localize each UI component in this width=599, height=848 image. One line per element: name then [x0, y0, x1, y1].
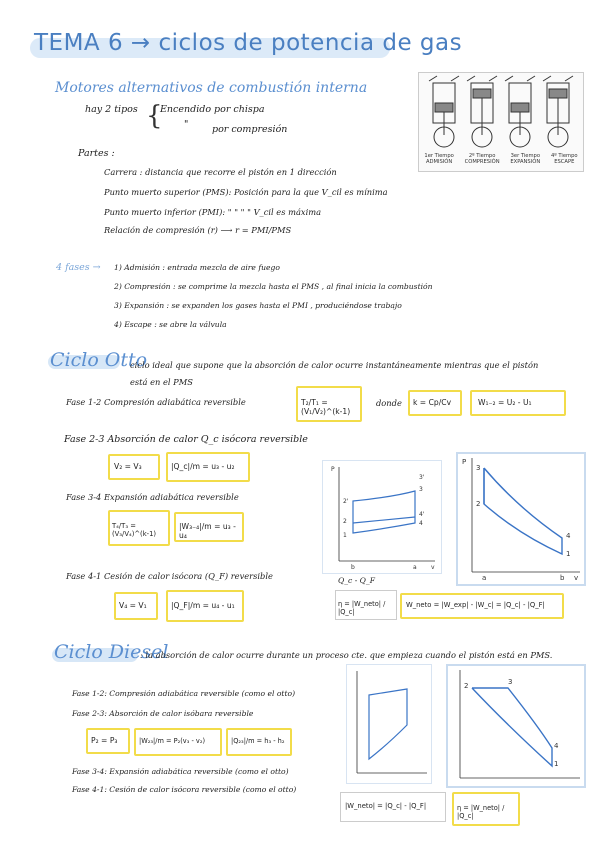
formula-box — [400, 593, 564, 619]
diesel-pv-diagram-1 — [346, 664, 432, 784]
parte-item: Carrera : distancia que recorre el pistón en 1 dirección — [104, 167, 337, 177]
formula: |W_neto| = |Q_c| - |Q_F| — [345, 802, 427, 810]
formula-box — [134, 728, 222, 756]
formula-box — [166, 452, 250, 482]
fases-label: 4 fases → — [56, 262, 101, 273]
otto-pv-svg-1 — [323, 461, 441, 573]
axis-label: a — [413, 564, 417, 571]
tipo-1: Encendido por chispa — [160, 104, 265, 115]
formula-box — [452, 792, 520, 826]
donde-label: donde — [376, 398, 402, 408]
formula: |Q₂₃|/m = h₃ - h₂ — [231, 737, 285, 745]
stroke-caption: 3er Tiempo EXPANSIÓN — [510, 153, 541, 165]
otto-description: está en el PMS — [130, 377, 193, 387]
formula: η = |W_neto| / |Q_c| — [457, 804, 505, 820]
otto-pv-diagram-1 — [322, 460, 442, 574]
formula: |W₂₃|/m = P₂(v₃ - v₂) — [139, 737, 206, 745]
pt-label: 1 — [343, 532, 347, 539]
ditto-mark: " — [184, 119, 189, 130]
pt-label: 2 — [476, 500, 481, 508]
formula-box — [86, 728, 130, 754]
formula-box — [108, 510, 170, 546]
formula: |W₃₋₄|/m = u₃ - u₄ — [179, 522, 236, 540]
formula: V₄ = V₁ — [119, 601, 147, 610]
diesel-pv-svg-1 — [347, 665, 431, 783]
otto-description: ciclo ideal que supone que la absorción de calor ocurre instantáneamente mientras que el pistón — [130, 360, 539, 370]
pt-label: 3' — [419, 474, 425, 481]
axis-label: a — [482, 574, 487, 582]
diesel-heading: Ciclo Diesel — [54, 641, 169, 663]
formula-box — [470, 390, 566, 416]
formula-box — [108, 454, 160, 480]
fase-item: 2) Compresión : se comprime la mezcla hasta el PMS , al final inicia la combustión — [114, 282, 433, 291]
otto-fase-12: Fase 1-2 Compresión adiabática reversible — [66, 397, 246, 407]
axis-label: v — [431, 564, 435, 571]
partes-label: Partes : — [78, 148, 115, 159]
eta-box — [335, 590, 397, 620]
section-heading-motores: Motores alternativos de combustión interna — [55, 80, 368, 96]
stroke-caption: 1er Tiempo ADMISIÓN — [424, 153, 454, 165]
formula: W_neto = |W_exp| - |W_c| = |Q_c| - |Q_F| — [406, 601, 545, 609]
parte-item: Relación de compresión (r) ⟶ r = PMI/PMS — [104, 225, 292, 235]
parte-item: Punto muerto inferior (PMI): " " " " V_cil es máxima — [104, 207, 322, 217]
axis-label: P — [331, 466, 335, 473]
axis-label: P — [462, 458, 467, 466]
diesel-fase-12: Fase 1-2: Compresión adiabática reversible (como el otto) — [72, 689, 296, 698]
formula-box — [114, 592, 158, 620]
pt-label: 4 — [419, 520, 423, 527]
otto-heading: Ciclo Otto — [50, 349, 148, 371]
diesel-description: : la absorción de calor ocurre durante un proceso cte. que empieza cuando el pistón está en PMS. — [140, 650, 553, 660]
brace: { — [146, 101, 163, 131]
diesel-fase-41: Fase 4-1: Cesión de calor isócora reversible (como el otto) — [72, 785, 297, 794]
formula: T₄/T₃ = (V₃/V₄)^(k-1) — [112, 522, 157, 538]
fase-item: 1) Admisión : entrada mezcla de aire fuego — [114, 263, 280, 272]
formula-box — [174, 512, 244, 542]
diesel-pv-svg-2 — [448, 666, 584, 786]
formula: |Q_c|/m = u₃ - u₂ — [171, 462, 235, 471]
formula: P₂ = P₃ — [91, 736, 118, 745]
eta-top-note: Q_c - Q_F — [338, 576, 375, 585]
formula: W₁₋₂ = U₂ - U₁ — [478, 398, 532, 407]
formula: V₂ = V₃ — [114, 462, 142, 471]
otto-pv-diagram-2 — [456, 452, 586, 586]
otto-fase-41: Fase 4-1 Cesión de calor isócora (Q_F) reversible — [66, 571, 273, 581]
pt-label: 1 — [566, 550, 571, 558]
engine-strokes-image — [418, 72, 584, 172]
tipos-label: hay 2 tipos — [85, 104, 138, 115]
otto-fase-23: Fase 2-3 Absorción de calor Q_c isócora reversible — [64, 434, 308, 445]
formula: |Q_F|/m = u₄ - u₁ — [171, 601, 235, 610]
otto-fase-34: Fase 3-4 Expansión adiabática reversible — [66, 492, 239, 502]
formula: k = Cp/Cv — [413, 398, 452, 407]
diesel-fase-34: Fase 3-4: Expansión adiabática reversible (como el otto) — [72, 767, 289, 776]
stroke-caption: 2º Tiempo COMPRESIÓN — [464, 153, 500, 165]
pt-label: 3 — [476, 464, 481, 472]
svg-text:4: 4 — [554, 742, 559, 750]
axis-label: b — [351, 564, 355, 571]
formula-box — [296, 386, 362, 422]
stroke-caption: 4º Tiempo ESCAPE — [551, 153, 578, 165]
page-title: TEMA 6 → ciclos de potencia de gas — [34, 30, 463, 56]
fase-item: 3) Expansión : se expanden los gases hasta el PMI , produciéndose trabajo — [114, 301, 402, 310]
fase-item: 4) Escape : se abre la válvula — [114, 320, 227, 329]
svg-text:1: 1 — [554, 760, 559, 768]
diesel-fase-23: Fase 2-3: Absorción de calor isóbara reversible — [72, 709, 254, 718]
formula-box — [166, 590, 244, 622]
pt-label: 2 — [343, 518, 347, 525]
svg-text:3: 3 — [508, 678, 513, 686]
pt-label: 2' — [343, 498, 349, 505]
diesel-wneto-box — [340, 792, 446, 822]
pt-label: 4 — [566, 532, 571, 540]
parte-item: Punto muerto superior (PMS): Posición para la que V_cil es mínima — [104, 187, 388, 197]
formula: η = |W_neto| / |Q_c| — [338, 600, 386, 616]
formula: T₂/T₁ = (V₁/V₂)^(k-1) — [301, 398, 351, 416]
pt-label: 4' — [419, 511, 425, 518]
svg-text:2: 2 — [464, 682, 469, 690]
formula-box — [226, 728, 292, 756]
formula-box — [408, 390, 462, 416]
tipo-2: por compresión — [212, 124, 288, 135]
pt-label: 3 — [419, 486, 423, 493]
axis-label: b — [560, 574, 565, 582]
diesel-pv-diagram-2 — [446, 664, 586, 788]
axis-label: v — [574, 574, 579, 582]
otto-pv-svg-2 — [458, 454, 584, 584]
